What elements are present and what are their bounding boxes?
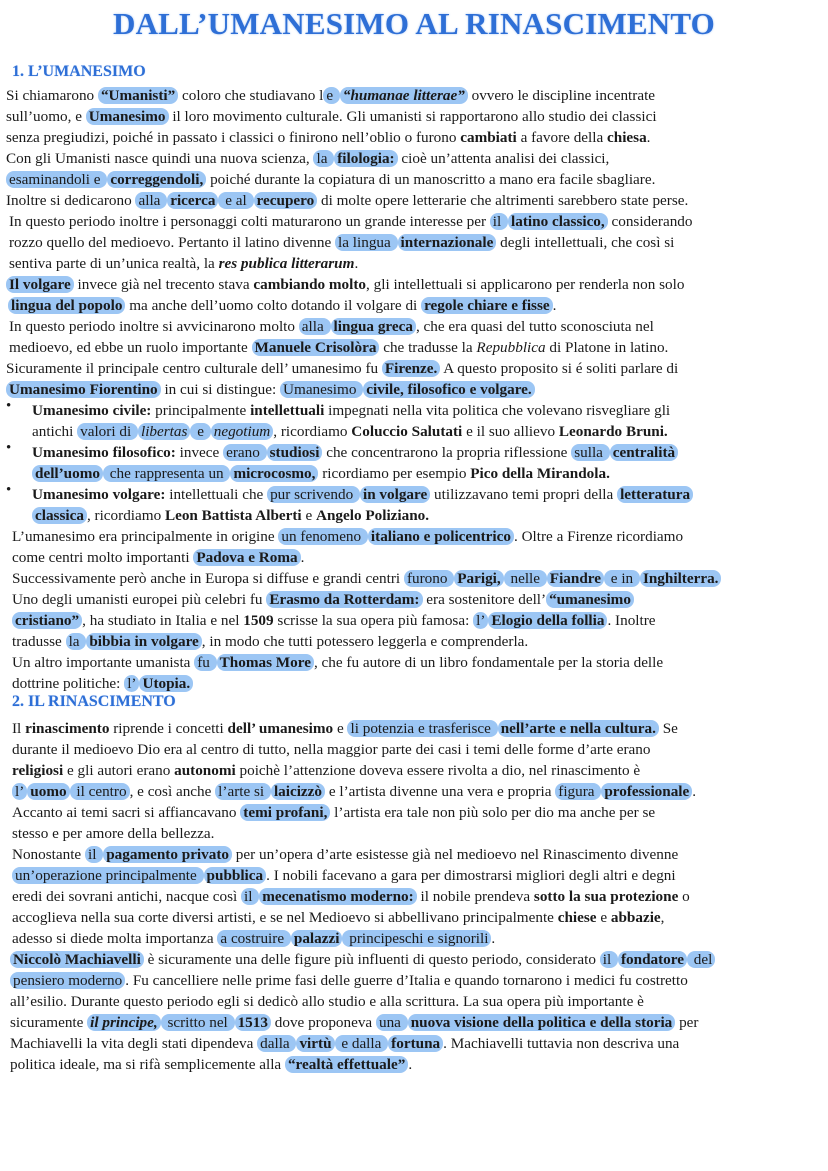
text-span: Pico della Mirandola. xyxy=(470,465,610,482)
highlighted-text: Padova e Roma xyxy=(193,549,300,566)
highlighted-text: in volgare xyxy=(360,486,430,503)
text-span: per xyxy=(675,1014,699,1031)
highlighted-text: “Umanisti” xyxy=(98,87,178,104)
text-span: chiese xyxy=(557,909,597,926)
highlighted-text: centralità xyxy=(610,444,678,461)
highlighted-text: il xyxy=(490,213,508,230)
highlighted-text: del xyxy=(687,951,715,968)
document-title: DALL’UMANESIMO AL RINASCIMENTO xyxy=(113,6,715,41)
text-span: per un’opera d’arte esistesse già nel medioevo nel Rinascimento divenne xyxy=(232,846,679,863)
text-span: . xyxy=(646,129,651,146)
highlighted-text: a costruire xyxy=(217,930,290,947)
text-span: degli intellettuali, che così si xyxy=(496,234,675,251)
text-span: e xyxy=(333,720,348,737)
highlighted-text: valori di xyxy=(77,423,138,440)
text-line xyxy=(12,782,696,802)
section-heading-umanesimo: 1. L’UMANESIMO xyxy=(12,63,146,80)
highlighted-text: e dalla xyxy=(335,1035,389,1052)
text-line xyxy=(12,674,193,694)
text-span: . xyxy=(491,930,496,947)
text-line xyxy=(12,611,656,631)
text-span: stesso e per amore della bellezza. xyxy=(12,825,215,842)
highlighted-text: esaminandoli e xyxy=(6,171,107,188)
highlighted-text: un’operazione principalmente xyxy=(12,867,204,884)
text-span: sotto la sua protezione xyxy=(533,888,679,905)
text-span: ricordiamo per esempio xyxy=(318,465,471,482)
highlighted-text: alla xyxy=(135,192,167,209)
text-line xyxy=(6,170,655,190)
highlighted-text: mecenatismo moderno: xyxy=(259,888,416,905)
text-line xyxy=(9,233,674,253)
text-line xyxy=(12,908,664,928)
text-span: , ha studiato in Italia e nel xyxy=(82,612,244,629)
bullet-marker: • xyxy=(6,398,12,414)
text-span: e xyxy=(596,909,611,926)
text-line xyxy=(32,422,668,442)
highlighted-text: la lingua xyxy=(335,234,398,251)
highlighted-text: Erasmo da Rotterdam: xyxy=(266,591,422,608)
text-span: res publica litterarum xyxy=(218,255,355,272)
highlighted-text: 1513 xyxy=(235,1014,271,1031)
text-span: , e così anche xyxy=(129,783,216,800)
text-span: Il xyxy=(12,720,26,737)
text-span: medioevo, ed ebbe un ruolo importante xyxy=(9,339,252,356)
text-span: L’umanesimo era principalmente in origine xyxy=(12,528,279,545)
highlighted-text: Elogio della follia xyxy=(488,612,607,629)
highlighted-text: pensiero moderno xyxy=(10,972,125,989)
text-span: . xyxy=(300,549,305,566)
highlighted-text: correggendoli, xyxy=(107,171,206,188)
text-line xyxy=(9,212,692,232)
text-line xyxy=(10,950,715,970)
highlighted-text: nuova visione della politica e della storia xyxy=(408,1014,676,1031)
text-span: è sicuramente una delle figure più influenti di questo periodo, considerato xyxy=(143,951,600,968)
text-span: invece già nel trecento stava xyxy=(73,276,254,293)
text-line xyxy=(6,191,688,211)
text-span: era sostenitore dell’ xyxy=(422,591,547,608)
text-span: utilizzavano temi propri della xyxy=(430,486,618,503)
text-line xyxy=(12,719,678,739)
text-span: rinascimento xyxy=(25,720,110,737)
text-line xyxy=(6,107,657,127)
text-span: Inoltre si dedicarono xyxy=(6,192,136,209)
highlighted-text: internazionale xyxy=(398,234,497,251)
highlighted-text: recupero xyxy=(254,192,318,209)
text-span: e il suo allievo xyxy=(462,423,559,440)
text-span: adesso si diede molta importanza xyxy=(12,930,218,947)
text-span: Accanto ai temi sacri si affiancavano xyxy=(12,804,241,821)
highlighted-text: filologia: xyxy=(334,150,397,167)
highlighted-text: fondatore xyxy=(618,951,687,968)
text-line xyxy=(6,149,609,169)
highlighted-text: ricerca xyxy=(167,192,218,209)
highlighted-text: sulla xyxy=(571,444,609,461)
text-span: Nonostante xyxy=(12,846,85,863)
text-line xyxy=(12,527,683,547)
text-line xyxy=(12,929,495,949)
highlighted-text: e al xyxy=(218,192,253,209)
highlighted-text: l’arte si xyxy=(215,783,271,800)
text-span: eredi dei sovrani antichi, nacque così xyxy=(12,888,241,905)
text-span: durante il medioevo Dio era al centro di tutto, nella maggior parte dei casi i temi delle forme d’arte erano xyxy=(12,741,651,758)
text-span: il nobile prendeva xyxy=(416,888,534,905)
highlighted-text: nell’arte e nella cultura. xyxy=(498,720,659,737)
text-span: Sicuramente il principale centro culturale dell’ umanesimo fu xyxy=(6,360,382,377)
text-span: In questo periodo inoltre si avvicinarono molto xyxy=(9,318,299,335)
highlighted-text: dell’uomo xyxy=(32,465,103,482)
text-span: che tradusse la xyxy=(379,339,477,356)
text-span: religiosi xyxy=(12,762,64,779)
highlighted-text: principeschi e signorili xyxy=(342,930,491,947)
highlighted-text: e in xyxy=(604,570,640,587)
text-line xyxy=(32,464,610,484)
highlighted-text: professionale xyxy=(601,783,692,800)
highlighted-text: uomo xyxy=(27,783,69,800)
text-line xyxy=(10,992,644,1012)
highlighted-text: pubblica xyxy=(204,867,267,884)
text-span: sicuramente xyxy=(10,1014,88,1031)
highlighted-text: Umanesimo xyxy=(280,381,363,398)
highlighted-text: “realtà effettuale” xyxy=(285,1056,408,1073)
highlighted-text: Umanesimo xyxy=(86,108,169,125)
text-span: . Inoltre xyxy=(607,612,656,629)
text-span: Machiavelli la vita degli stati dipendeva xyxy=(10,1035,258,1052)
highlighted-text: latino classico, xyxy=(508,213,608,230)
highlighted-text: cristiano” xyxy=(12,612,82,629)
text-span: tradusse xyxy=(12,633,66,650)
text-span: Un altro importante umanista xyxy=(12,654,195,671)
text-span: Leon Battista Alberti xyxy=(164,507,302,524)
text-line xyxy=(12,866,676,886)
text-span: . Oltre a Firenze ricordiamo xyxy=(513,528,684,545)
highlighted-text: Niccolò Machiavelli xyxy=(10,951,144,968)
text-span: , ricordiamo xyxy=(86,507,165,524)
text-span: Umanesimo volgare: xyxy=(32,486,166,503)
text-span: politica ideale, ma si rifà semplicemente alla xyxy=(10,1056,285,1073)
text-span: rozzo quello del medioevo. Pertanto il latino divenne xyxy=(9,234,336,251)
highlighted-text: l’ xyxy=(12,783,27,800)
highlighted-text: virtù xyxy=(296,1035,334,1052)
highlighted-text: alla xyxy=(299,318,331,335)
highlighted-text: il xyxy=(241,888,259,905)
highlighted-text: il xyxy=(600,951,618,968)
highlighted-text: Parigi, xyxy=(454,570,503,587)
text-span: principalmente xyxy=(151,402,251,419)
text-line xyxy=(9,338,668,358)
highlighted-text: una xyxy=(376,1014,408,1031)
highlighted-text: li potenzia e trasferisce xyxy=(347,720,497,737)
text-line xyxy=(32,401,670,421)
text-span: dove proponeva xyxy=(270,1014,376,1031)
text-line xyxy=(10,971,688,991)
text-line xyxy=(12,761,640,781)
text-span: Leonardo Bruni. xyxy=(558,423,668,440)
text-span: e gli autori erano xyxy=(63,762,175,779)
text-span: ma anche dell’uomo colto dotando il volgare di xyxy=(125,297,422,314)
text-span: , in modo che tutti potessero leggerla e comprenderla. xyxy=(201,633,529,650)
section-heading-rinascimento: 2. IL RINASCIMENTO xyxy=(12,693,176,710)
text-span: . Fu cancelliere nelle prime fasi delle guerre d’Italia e quando tornarono i medici fu costretto xyxy=(125,972,688,989)
highlighted-text: la xyxy=(313,150,334,167)
text-span: . xyxy=(692,783,697,800)
text-span: come centri molto importanti xyxy=(12,549,194,566)
text-span: coloro che studiavano l xyxy=(178,87,324,104)
text-line xyxy=(32,443,678,463)
text-span: intellettuali xyxy=(250,402,325,419)
text-span: impegnati nella vita politica che volevano risvegliare gli xyxy=(324,402,671,419)
text-span: di molte opere letterarie che altrimenti sarebbero state perse. xyxy=(317,192,689,209)
text-line xyxy=(6,128,650,148)
text-line xyxy=(12,590,634,610)
highlighted-text: dalla xyxy=(257,1035,296,1052)
text-span: e xyxy=(301,507,316,524)
text-line xyxy=(12,740,650,760)
text-span: , ricordiamo xyxy=(273,423,352,440)
text-span: dell’ umanesimo xyxy=(227,720,334,737)
highlighted-text: nelle xyxy=(504,570,547,587)
highlighted-text: libertas xyxy=(138,423,190,440)
highlighted-text: l’ xyxy=(473,612,488,629)
text-span: In questo periodo inoltre i personaggi colti maturarono un grande interesse per xyxy=(9,213,490,230)
text-line xyxy=(9,317,654,337)
highlighted-text: che rappresenta un xyxy=(103,465,230,482)
highlighted-text: e xyxy=(190,423,210,440)
text-span: Angelo Poliziano. xyxy=(316,507,430,524)
bullet-marker: • xyxy=(6,440,12,456)
highlighted-text: il centro xyxy=(70,783,130,800)
text-span: cambiando molto xyxy=(253,276,367,293)
text-span: cioè un’attenta analisi dei classici, xyxy=(397,150,610,167)
text-span: . xyxy=(552,297,557,314)
highlighted-text: l’ xyxy=(124,675,139,692)
highlighted-text: fu xyxy=(194,654,216,671)
text-line xyxy=(8,296,556,316)
text-line xyxy=(12,803,655,823)
text-line xyxy=(10,1013,698,1033)
text-line xyxy=(12,824,214,844)
highlighted-text: Umanesimo Fiorentino xyxy=(6,381,161,398)
highlighted-text: classica xyxy=(32,507,87,524)
text-span: Si chiamarono xyxy=(6,87,98,104)
highlighted-text: studiosi xyxy=(267,444,323,461)
highlighted-text: e xyxy=(323,87,340,104)
text-span: . Machiavelli tuttavia non descriva una xyxy=(443,1035,680,1052)
text-span: . I nobili facevano a gara per dimostrarsi migliori degli altri e degni xyxy=(266,867,676,884)
text-line xyxy=(12,548,304,568)
highlighted-text: lingua greca xyxy=(331,318,416,335)
text-span: ovvero le discipline incentrate xyxy=(467,87,656,104)
text-span: A questo proposito si é soliti parlare di xyxy=(440,360,679,377)
text-line xyxy=(6,275,684,295)
text-span: 1509 xyxy=(243,612,274,629)
text-span: poichè l’attenzione doveva essere rivolta a dio, nel rinascimento è xyxy=(235,762,641,779)
text-line xyxy=(9,254,358,274)
bullet-marker: • xyxy=(6,482,12,498)
highlighted-text: microcosmo, xyxy=(230,465,318,482)
text-span: l’artista era tale non più solo per dio ma anche per se xyxy=(330,804,656,821)
text-line xyxy=(10,1034,679,1054)
highlighted-text: laicizzò xyxy=(271,783,325,800)
text-line xyxy=(12,653,663,673)
text-span: , che era quasi del tutto sconosciuta nel xyxy=(415,318,654,335)
text-span: il loro movimento culturale. Gli umanisti si rapportarono allo studio dei classici xyxy=(168,108,657,125)
text-span: Umanesimo civile: xyxy=(32,402,152,419)
highlighted-text: lingua del popolo xyxy=(8,297,125,314)
text-span: senza pregiudizi, poiché in passato i classici o finirono nell’oblio o furono xyxy=(6,129,461,146)
text-line xyxy=(12,887,690,907)
text-span: , gli intellettuali si applicarono per renderla non solo xyxy=(366,276,685,293)
text-span: chiesa xyxy=(607,129,647,146)
text-span: cambiati xyxy=(460,129,517,146)
highlighted-text: erano xyxy=(223,444,267,461)
text-line xyxy=(32,506,429,526)
highlighted-text: temi profani, xyxy=(240,804,330,821)
highlighted-text: italiano e policentrico xyxy=(368,528,514,545)
text-line xyxy=(10,1055,412,1075)
text-span: abbazie xyxy=(610,909,661,926)
text-span: e l’artista divenne una vera e propria xyxy=(325,783,556,800)
text-span: sentiva parte di un’unica realtà, la xyxy=(9,255,219,272)
highlighted-text: pur scrivendo xyxy=(267,486,360,503)
text-span: . xyxy=(354,255,359,272)
highlighted-text: scritto nel xyxy=(161,1014,235,1031)
highlighted-text: Fiandre xyxy=(547,570,604,587)
highlighted-text: un fenomeno xyxy=(278,528,368,545)
text-span: Successivamente però anche in Europa si diffuse e grandi centri xyxy=(12,570,404,587)
highlighted-text: il xyxy=(85,846,103,863)
highlighted-text: figura xyxy=(555,783,601,800)
text-span: all’esilio. Durante questo periodo egli si dedicò allo studio e alla scrittura. La sua opera più importante è xyxy=(10,993,644,1010)
highlighted-text: Firenze. xyxy=(382,360,440,377)
highlighted-text: Il volgare xyxy=(6,276,74,293)
highlighted-text: la xyxy=(66,633,87,650)
text-line xyxy=(32,485,693,505)
text-span: antichi xyxy=(32,423,78,440)
text-span: di Platone in latino. xyxy=(545,339,669,356)
text-span: o xyxy=(678,888,690,905)
highlighted-text: fortuna xyxy=(388,1035,443,1052)
text-span: Umanesimo filosofico: xyxy=(32,444,176,461)
text-line xyxy=(6,359,678,379)
text-span: Se xyxy=(658,720,678,737)
text-span: , xyxy=(660,909,665,926)
highlighted-text: il principe, xyxy=(87,1014,161,1031)
text-line xyxy=(6,86,655,106)
text-span: Con gli Umanisti nasce quindi una nuova scienza, xyxy=(6,150,314,167)
highlighted-text: “umanesimo xyxy=(546,591,634,608)
text-span: accoglieva nella sua corte diversi artisti, e se nel Medioevo si abbellivano principalmente xyxy=(12,909,558,926)
text-line xyxy=(12,845,678,865)
highlighted-text: Manuele Crisolòra xyxy=(252,339,380,356)
text-span: Uno degli umanisti europei più celebri fu xyxy=(12,591,267,608)
text-span: riprende i concetti xyxy=(109,720,228,737)
text-span: dottrine politiche: xyxy=(12,675,125,692)
highlighted-text: regole chiare e fisse xyxy=(421,297,553,314)
text-span: . xyxy=(408,1056,413,1073)
highlighted-text: negotium xyxy=(211,423,274,440)
text-line xyxy=(12,632,528,652)
highlighted-text: “humanae litterae” xyxy=(340,87,468,104)
text-line xyxy=(6,380,535,400)
text-span: in cui si distingue: xyxy=(160,381,281,398)
text-span: a favore della xyxy=(516,129,608,146)
text-span: che concentrarono la propria riflessione xyxy=(322,444,572,461)
highlighted-text: furono xyxy=(404,570,454,587)
text-span: considerando xyxy=(607,213,693,230)
highlighted-text: letteratura xyxy=(617,486,693,503)
highlighted-text: Thomas More xyxy=(217,654,314,671)
highlighted-text: civile, filosofico e volgare. xyxy=(363,381,534,398)
text-span: intellettuali che xyxy=(165,486,268,503)
text-span: scrisse la sua opera più famosa: xyxy=(273,612,474,629)
text-span: , che fu autore di un libro fondamentale per la storia delle xyxy=(313,654,664,671)
text-span: Coluccio Salutati xyxy=(351,423,463,440)
highlighted-text: Utopia. xyxy=(139,675,193,692)
text-line xyxy=(12,569,721,589)
text-span: autonomi xyxy=(174,762,236,779)
highlighted-text: palazzi xyxy=(291,930,343,947)
highlighted-text: bibbia in volgare xyxy=(86,633,201,650)
highlighted-text: pagamento privato xyxy=(103,846,232,863)
text-span: Repubblica xyxy=(476,339,546,356)
highlighted-text: Inghilterra. xyxy=(640,570,722,587)
text-span: sull’uomo, e xyxy=(6,108,86,125)
text-span: invece xyxy=(175,444,224,461)
text-span: poiché durante la copiatura di un manoscritto a mano era facile sbagliare. xyxy=(206,171,656,188)
